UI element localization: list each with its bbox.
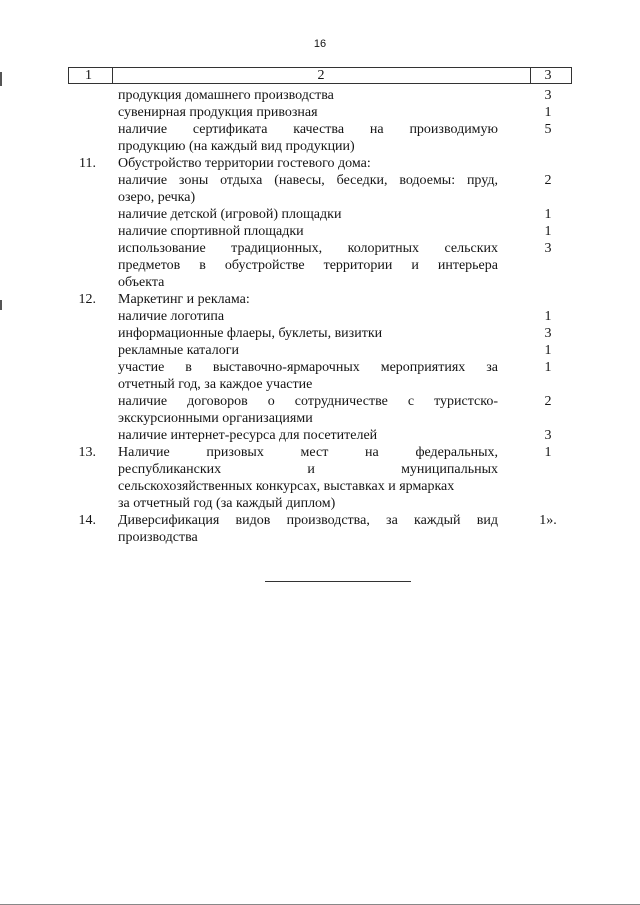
row-text: наличие логотипа: [118, 309, 225, 324]
row-text: наличие детской (игровой) площадки: [118, 207, 342, 222]
row-score: 1: [544, 343, 552, 358]
row-score: 1: [544, 105, 552, 120]
row-number: 12.: [78, 292, 96, 307]
row-score: 5: [544, 122, 552, 137]
row-text: производства: [118, 530, 198, 545]
row-text: сельскохозяйственных конкурсах, выставках и ярмарках: [118, 479, 455, 494]
row-text: за отчетный год (за каждый диплом): [118, 496, 336, 511]
row-text: наличие спортивной площадки: [118, 224, 304, 239]
row-text: наличие сертификата качества на производимую: [118, 122, 498, 137]
page-number: 16: [313, 38, 327, 50]
row-number: 11.: [79, 156, 96, 171]
row-score: 3: [544, 88, 552, 103]
row-number: 13.: [78, 445, 96, 460]
end-rule: [265, 581, 411, 582]
row-text: отчетный год, за каждое участие: [118, 377, 313, 392]
row-score: 1».: [539, 513, 557, 528]
row-score: 2: [544, 173, 552, 188]
row-score: 3: [544, 241, 552, 256]
row-text: наличие интернет-ресурса для посетителей: [118, 428, 378, 443]
header-col-2: 2: [317, 68, 325, 83]
row-number: 14.: [78, 513, 96, 528]
row-score: 1: [544, 445, 552, 460]
row-text: наличие договоров о сотрудничестве с туристско-: [118, 394, 498, 409]
row-score: 1: [544, 224, 552, 239]
header-col-1: 1: [85, 68, 92, 83]
row-text: Маркетинг и реклама:: [118, 292, 250, 307]
row-text: рекламные каталоги: [118, 343, 239, 358]
row-score: 3: [544, 326, 552, 341]
row-text: объекта: [118, 275, 165, 290]
row-text: Диверсификация видов производства, за каждый вид: [118, 513, 498, 528]
row-text: озеро, речка): [118, 190, 196, 205]
row-score: 1: [544, 360, 552, 375]
row-text: наличие зоны отдыха (навесы, беседки, водоемы: пруд,: [118, 173, 498, 188]
row-text: Наличие призовых мест на федеральных,: [118, 445, 498, 460]
scan-edge-mark: [0, 300, 2, 310]
row-score: 1: [544, 309, 552, 324]
row-text: участие в выставочно-ярмарочных мероприятиях за: [118, 360, 498, 375]
row-score: 2: [544, 394, 552, 409]
row-text: сувенирная продукция привозная: [118, 105, 318, 120]
row-text: информационные флаеры, буклеты, визитки: [118, 326, 383, 341]
row-text: Обустройство территории гостевого дома:: [118, 156, 371, 171]
row-score: 3: [544, 428, 552, 443]
row-text: предметов в обустройстве территории и интерьера: [118, 258, 498, 273]
row-text: республиканских и муниципальных: [118, 462, 498, 477]
row-text: продукцию (на каждый вид продукции): [118, 139, 355, 154]
header-col-3: 3: [544, 68, 552, 83]
row-text: продукция домашнего производства: [118, 88, 334, 103]
row-score: 1: [544, 207, 552, 222]
row-text: использование традиционных, колоритных сельских: [118, 241, 498, 256]
scan-edge-mark: [0, 72, 2, 86]
row-text: экскурсионными организациями: [118, 411, 313, 426]
